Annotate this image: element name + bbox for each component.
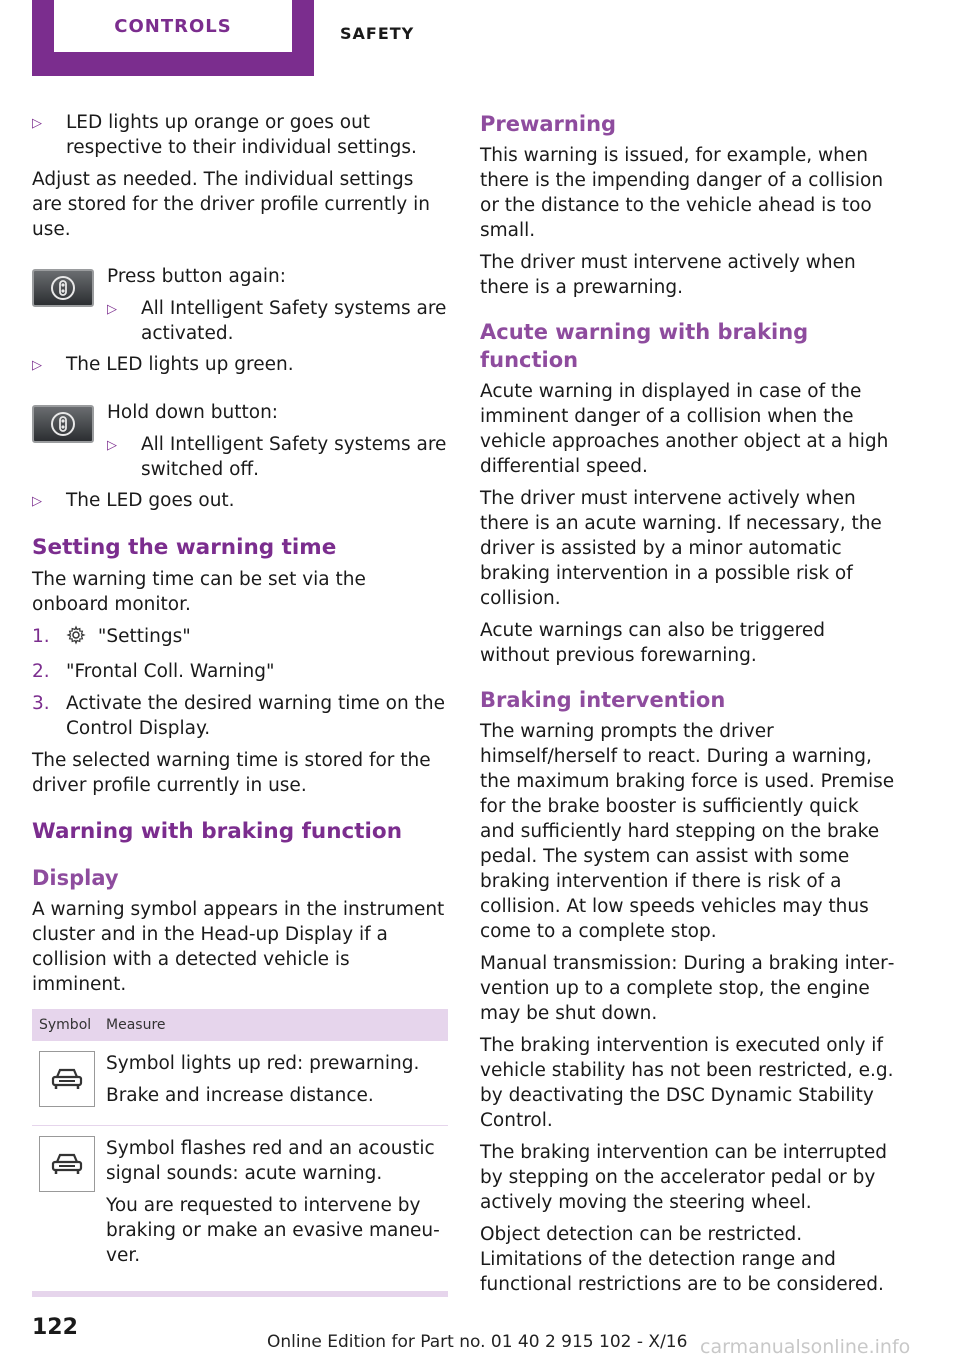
step-item: 3. Activate the desired warning time on the Control Display. bbox=[32, 693, 445, 739]
paragraph: The selected warning time is stored for the driver profile currently in use. bbox=[32, 750, 431, 796]
section-heading: Setting the warning time bbox=[32, 535, 337, 560]
car-warning-icon bbox=[39, 1136, 95, 1192]
triangle-bullet-icon: ▷ bbox=[32, 358, 42, 373]
edition-footer: Online Edition for Part no. 01 40 2 915 102 - X/16 bbox=[267, 1332, 688, 1352]
page-number: 122 bbox=[32, 1315, 78, 1340]
gear-icon bbox=[66, 625, 86, 652]
triangle-bullet-icon: ▷ bbox=[32, 494, 42, 509]
section-heading: Warning with braking function bbox=[32, 819, 403, 844]
symbol-table bbox=[32, 1009, 448, 1297]
safety-button-icon bbox=[32, 269, 94, 307]
paragraph: The driver must intervene actively when there is an acute warning. If necessary, the driver is assisted by a minor automatic braking intervention in a possible risk of collision. bbox=[480, 488, 882, 609]
column-measure: Measure bbox=[106, 1016, 166, 1033]
tab-safety[interactable]: SAFETY bbox=[340, 24, 415, 43]
subsection-heading: Display bbox=[32, 866, 119, 890]
paragraph: A warning symbol appears in the instrument cluster and in the Head-up Display if a collision with a detected vehicle is imminent. bbox=[32, 899, 445, 995]
left-column bbox=[32, 110, 448, 1297]
column-symbol: Symbol bbox=[39, 1016, 92, 1033]
table-header bbox=[32, 1009, 448, 1041]
paragraph: Adjust as needed. The individual settings are stored for the driver profile currently in use. bbox=[32, 169, 430, 240]
car-warning-icon bbox=[39, 1051, 95, 1107]
paragraph: Acute warnings can also be triggered without previous forewarning. bbox=[480, 620, 825, 666]
hold-down-text: Hold down button: bbox=[107, 402, 279, 423]
paragraph: The warning prompts the driver himself/herself to react. During a warning, the maximum braking force is used. Premise for the brake booster is sufficiently quick and sufficiently hard stepping on the brake pedal. The system can assist with some braking intervention if there is risk of a collision. At low speeds vehicles may thus come to a complete stop. bbox=[480, 721, 895, 942]
tab-controls[interactable] bbox=[32, 0, 314, 76]
table-bottom-rule bbox=[32, 1291, 448, 1297]
paragraph: This warning is issued, for example, when there is the impending danger of a collision or the distance to the vehicle ahead is too small. bbox=[480, 145, 884, 241]
watermark: carmanualsonline.info bbox=[700, 1336, 911, 1358]
paragraph: The braking intervention is executed only if vehicle stability has not been restricted, e.g. by deactivating the DSC Dynamic Stability Control. bbox=[480, 1035, 894, 1131]
table-row: Symbol lights up red: prewarning. Brake and increase distance. bbox=[32, 1041, 448, 1126]
tab-controls-label: CONTROLS bbox=[54, 0, 292, 52]
paragraph: Acute warning in displayed in case of the imminent danger of a collision when the vehicle approaches another object at a high differential speed. bbox=[480, 381, 889, 477]
table-row: Symbol flashes red and an acoustic signal sounds: acute warning. You are requested to intervene by braking or make an evasive maneuver. bbox=[32, 1126, 448, 1285]
right-column bbox=[480, 110, 896, 1304]
triangle-bullet-icon: ▷ bbox=[32, 116, 42, 131]
subsection-heading: Acute warning with braking function bbox=[480, 320, 809, 372]
list-item: ▷ LED lights up orange or goes out respective to their individual settings. bbox=[32, 112, 417, 158]
list-item: ▷ The LED lights up green. bbox=[32, 352, 448, 378]
press-again-text: Press button again: bbox=[107, 266, 286, 287]
paragraph: Object detection can be restricted. Limitations of the detection range and functional restrictions are to be considered. bbox=[480, 1224, 884, 1295]
step-item: 2. "Frontal Coll. Warning" bbox=[32, 661, 275, 682]
safety-button-icon bbox=[32, 405, 94, 443]
paragraph: Manual transmission: During a braking intervention up to a complete stop, the engine may be shut down. bbox=[480, 953, 895, 1024]
list-item: ▷ All Intelligent Safety systems are switched off. bbox=[107, 434, 447, 480]
paragraph: The braking intervention can be interrupted by stepping on the accelerator pedal or by actively moving the steering wheel. bbox=[480, 1142, 888, 1213]
step-item: 1. "Settings" bbox=[32, 624, 448, 652]
button-instruction bbox=[32, 264, 448, 346]
button-instruction bbox=[32, 400, 448, 482]
triangle-bullet-icon: ▷ bbox=[107, 302, 117, 317]
list-item: ▷ The LED goes out. bbox=[32, 488, 448, 514]
triangle-bullet-icon: ▷ bbox=[107, 438, 117, 453]
subsection-heading: Prewarning bbox=[480, 112, 617, 136]
paragraph: The warning time can be set via the onboard monitor. bbox=[32, 569, 366, 615]
paragraph: The driver must intervene actively when there is a prewarning. bbox=[480, 252, 856, 298]
list-item: ▷ All Intelligent Safety systems are activated. bbox=[107, 298, 447, 344]
subsection-heading: Braking intervention bbox=[480, 688, 726, 712]
